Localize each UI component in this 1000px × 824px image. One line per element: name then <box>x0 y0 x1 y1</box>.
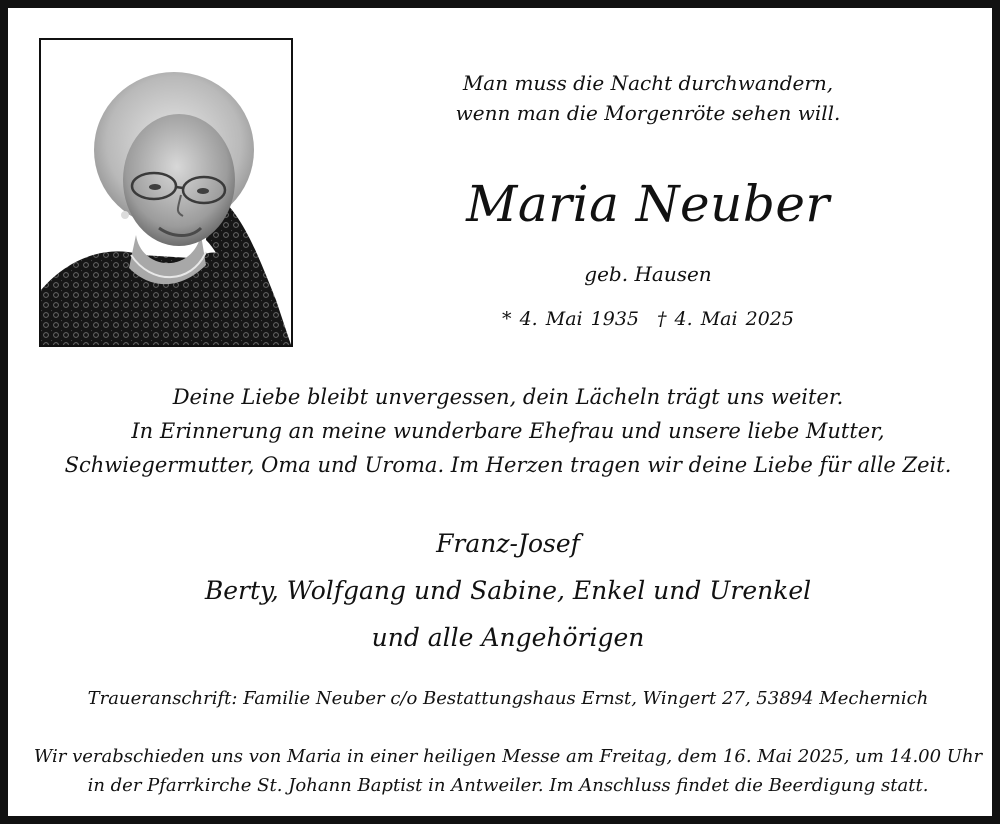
message-line-2: In Erinnerung an meine wunderbare Ehefrau und unsere liebe Mutter, <box>131 419 885 443</box>
motto-line-1: Man muss die Nacht durchwandern, <box>462 71 834 95</box>
mourners-line-1: Franz-Josef <box>436 529 580 558</box>
memorial-message <box>48 380 968 482</box>
mourning-address: Traueranschrift: Familie Neuber c/o Bestattungshaus Ernst, Wingert 27, 53894 Mechernich <box>87 688 929 709</box>
motto <box>398 68 898 128</box>
birth-date: * 4. Mai 1935 <box>502 308 639 330</box>
motto-line-2: wenn man die Morgenröte sehen will. <box>455 101 841 125</box>
portrait-photo <box>39 38 293 347</box>
funeral-service-info <box>28 742 988 800</box>
life-dates <box>398 306 898 332</box>
death-date: † 4. Mai 2025 <box>657 308 794 330</box>
portrait-image <box>41 40 291 345</box>
message-line-3: Schwiegermutter, Oma und Uroma. Im Herzen tragen wir deine Liebe für alle Zeit. <box>64 453 952 477</box>
deceased-name: Maria Neuber <box>466 175 830 233</box>
mourners <box>48 520 968 661</box>
mourners-line-2: Berty, Wolfgang und Sabine, Enkel und Urenkel <box>204 576 812 605</box>
mourners-line-3: und alle Angehörigen <box>371 623 645 652</box>
service-line-1: Wir verabschieden uns von Maria in einer heiligen Messe am Freitag, dem 16. Mai 2025, um 14.00 Uhr <box>33 746 983 767</box>
service-line-2: in der Pfarrkirche St. Johann Baptist in Antweiler. Im Anschluss findet die Beerdigung statt. <box>87 775 929 796</box>
message-line-1: Deine Liebe bleibt unvergessen, dein Lächeln trägt uns weiter. <box>172 385 844 409</box>
maiden-name: geb. Hausen <box>584 262 712 286</box>
